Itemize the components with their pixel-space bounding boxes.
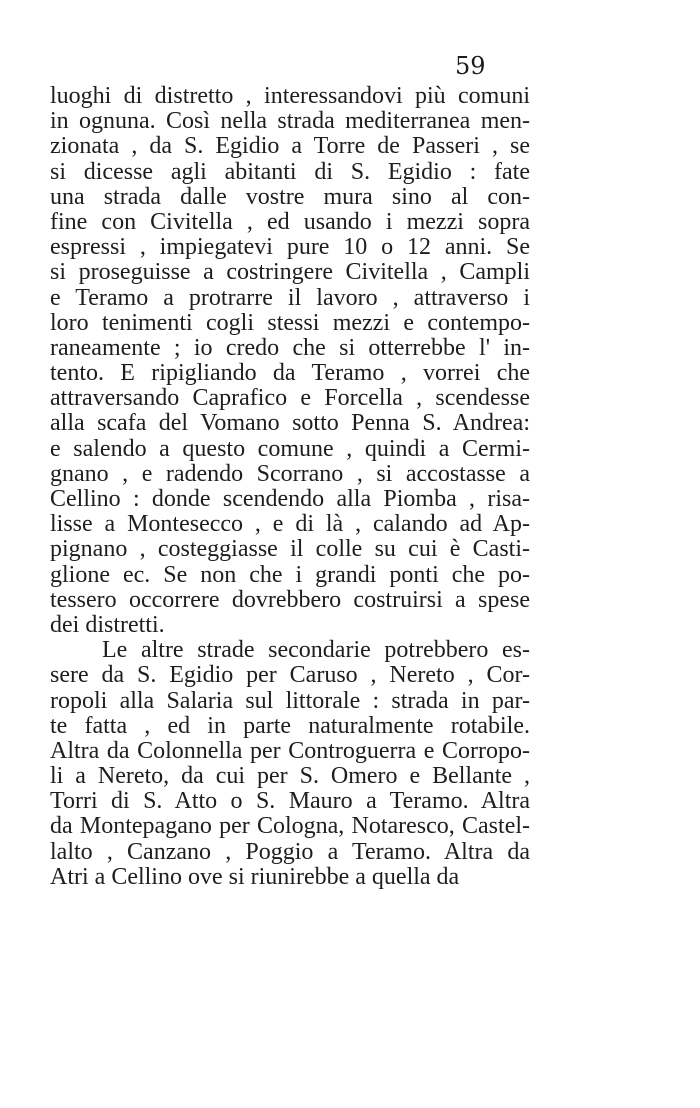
text-line: glione ec. Se non che i grandi ponti che po- bbox=[50, 561, 530, 588]
text-line: pignano , costeggiasse il colle su cui è Casti- bbox=[50, 536, 530, 563]
text-line: Le altre strade secondarie potrebbero es- bbox=[102, 637, 530, 664]
text-line: dei distretti. bbox=[50, 611, 165, 638]
text-line: si proseguisse a costringere Civitella , Campli bbox=[50, 259, 530, 286]
text-line: in ognuna. Così nella strada mediterranea men- bbox=[50, 108, 530, 135]
text-line: attraversando Caprafico e Forcella , scendesse bbox=[50, 385, 530, 412]
text-line: gnano , e radendo Scorrano , si accostasse a bbox=[50, 460, 530, 487]
text-line: alla scafa del Vomano sotto Penna S. Andrea: bbox=[50, 410, 530, 437]
text-line: luoghi di distretto , interessandovi più comuni bbox=[50, 83, 530, 109]
page-number: 59 bbox=[455, 52, 486, 80]
text-line: Altra da Colonnella per Controguerra e Corropo- bbox=[50, 737, 530, 764]
text-line: zionata , da S. Egidio a Torre de Passeri , se bbox=[50, 133, 530, 160]
text-line: ropoli alla Salaria sul littorale : strada in par- bbox=[50, 687, 530, 714]
text-line: lalto , Canzano , Poggio a Teramo. Altra da bbox=[50, 838, 530, 865]
text-line: Torri di S. Atto o S. Mauro a Teramo. Altra bbox=[50, 788, 530, 815]
text-line: li a Nereto, da cui per S. Omero e Bellante , bbox=[50, 763, 530, 790]
text-line: sere da S. Egidio per Caruso , Nereto , Cor- bbox=[50, 662, 530, 689]
text-line: si dicesse agli abitanti di S. Egidio : fate bbox=[50, 158, 530, 185]
paragraph bbox=[50, 84, 530, 638]
text-line: e Teramo a protrarre il lavoro , attraverso i bbox=[50, 284, 530, 311]
text-line: e salendo a questo comune , quindi a Cermi- bbox=[50, 435, 530, 462]
paragraph bbox=[50, 638, 530, 890]
text-line: tento. E ripigliando da Teramo , vorrei che bbox=[50, 360, 530, 387]
text-line: Atri a Cellino ove si riunirebbe a quella da bbox=[50, 863, 460, 890]
text-line: espressi , impiegatevi pure 10 o 12 anni. Se bbox=[50, 234, 530, 261]
text-line: tessero occorrere dovrebbero costruirsi a spese bbox=[50, 586, 530, 613]
text-line: loro tenimenti cogli stessi mezzi e contempo- bbox=[50, 309, 530, 336]
text-line: una strada dalle vostre mura sino al con- bbox=[50, 183, 530, 210]
body-text bbox=[50, 84, 530, 890]
text-line: Cellino : donde scendendo alla Piomba , risa- bbox=[50, 486, 530, 512]
text-line: fine con Civitella , ed usando i mezzi sopra bbox=[50, 208, 530, 235]
text-line: te fatta , ed in parte naturalmente rotabile. bbox=[50, 712, 530, 739]
text-line: da Montepagano per Cologna, Notaresco, Castel- bbox=[50, 813, 530, 840]
text-line: lisse a Montesecco , e di là , calando ad Ap- bbox=[50, 511, 530, 538]
text-line: raneamente ; io credo che si otterrebbe l' in- bbox=[50, 334, 530, 361]
